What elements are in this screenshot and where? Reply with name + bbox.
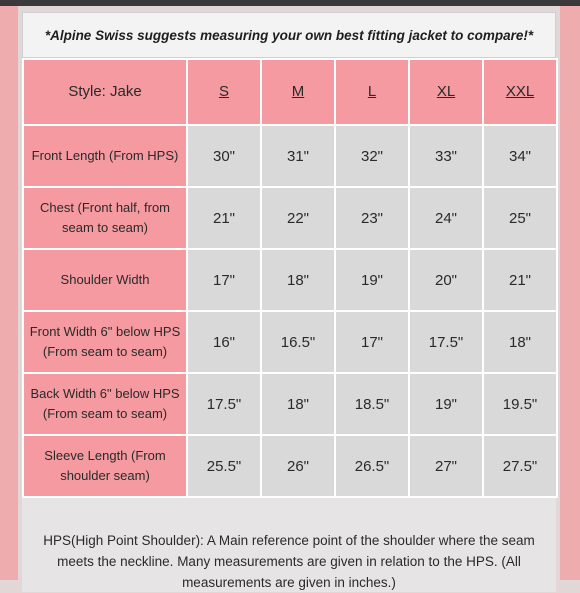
table-cell: 18.5" (335, 373, 409, 435)
table-cell: 17" (187, 249, 261, 311)
row-label-line: Sleeve Length (From (44, 448, 166, 463)
size-header-xxl: XXL (483, 59, 557, 125)
table-cell: 18" (261, 373, 335, 435)
row-label (23, 435, 187, 497)
table-cell: 24" (409, 187, 483, 249)
table-cell: 25.5" (187, 435, 261, 497)
table-cell: 26" (261, 435, 335, 497)
table-cell: 27" (409, 435, 483, 497)
row-label (23, 249, 187, 311)
table-row (23, 311, 557, 373)
table-row (23, 435, 557, 497)
table-cell: 17.5" (409, 311, 483, 373)
table-cell: 33" (409, 125, 483, 187)
row-label-line: Front Length (From HPS) (31, 148, 179, 163)
table-cell: 16" (187, 311, 261, 373)
hps-footnote: HPS(High Point Shoulder): A Main reference point of the shoulder where the seam meets the neckline. Many measurements are given in relation to the HPS. (All measurements are given in inches.) (43, 533, 535, 590)
table-cell: 19" (335, 249, 409, 311)
row-label-line: (From seam to seam) (42, 406, 168, 421)
row-label-line: Back Width 6" below HPS (30, 386, 180, 401)
table-cell: 25" (483, 187, 557, 249)
table-cell: 18" (261, 249, 335, 311)
table-row (23, 249, 557, 311)
table-cell: 31" (261, 125, 335, 187)
table-cell: 17.5" (187, 373, 261, 435)
size-header-m: M (261, 59, 335, 125)
table-cell: 27.5" (483, 435, 557, 497)
table-cell: 19" (409, 373, 483, 435)
row-label-line: shoulder seam) (60, 468, 150, 483)
table-cell: 21" (187, 187, 261, 249)
right-border (560, 6, 580, 580)
row-label (23, 125, 187, 187)
row-label (23, 373, 187, 435)
size-header-l: L (335, 59, 409, 125)
table-cell: 19.5" (483, 373, 557, 435)
table-cell: 23" (335, 187, 409, 249)
row-label-line: seam to seam) (62, 220, 148, 235)
table-row (23, 125, 557, 187)
left-border (0, 6, 18, 580)
row-label (23, 311, 187, 373)
size-table (22, 58, 558, 498)
table-row (23, 187, 557, 249)
table-header-row (23, 59, 557, 125)
table-cell: 17" (335, 311, 409, 373)
table-cell: 26.5" (335, 435, 409, 497)
size-chart (22, 12, 556, 592)
fit-suggestion-banner: *Alpine Swiss suggests measuring your own best fitting jacket to compare!* (22, 12, 556, 58)
table-cell: 32" (335, 125, 409, 187)
size-header-xl: XL (409, 59, 483, 125)
row-label-line: Front Width 6" below HPS (29, 324, 181, 339)
table-cell: 20" (409, 249, 483, 311)
table-cell: 16.5" (261, 311, 335, 373)
row-label-line: Shoulder Width (60, 272, 150, 287)
row-label-line: (From seam to seam) (42, 344, 168, 359)
row-label (23, 187, 187, 249)
row-label-line: Chest (Front half, from (39, 200, 171, 215)
size-header-s: S (187, 59, 261, 125)
table-row (23, 373, 557, 435)
table-cell: 34" (483, 125, 557, 187)
table-cell: 22" (261, 187, 335, 249)
style-label: Style: Jake (23, 59, 187, 125)
top-dark-strip (0, 0, 580, 6)
table-cell: 21" (483, 249, 557, 311)
table-cell: 30" (187, 125, 261, 187)
table-cell: 18" (483, 311, 557, 373)
